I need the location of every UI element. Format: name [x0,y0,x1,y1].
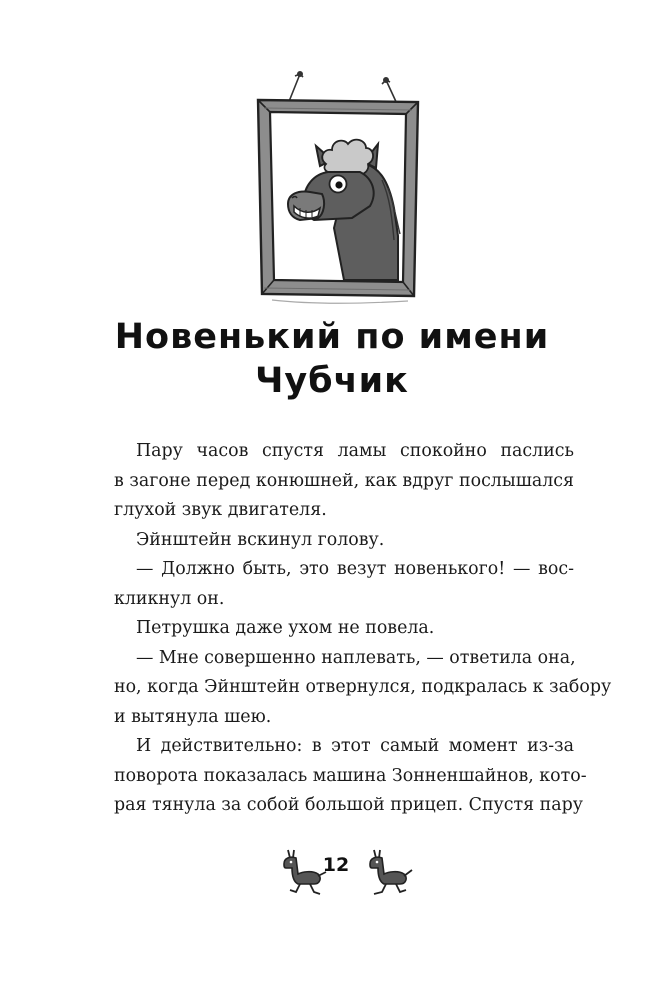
text-line: в загоне перед конюшней, как вдруг послышался [114,470,574,491]
framed-llama-portrait [248,68,428,308]
text-line: — Мне совершенно наплевать, — ответила она, [136,647,576,668]
dancing-llama-icon [362,846,414,898]
chapter-title-line-2: Чубчик [255,361,409,401]
text-line: — Должно быть, это везут новенького! — вос- [136,559,574,579]
ground-shadow [272,300,408,303]
page-footer [0,840,664,900]
text-line: и вытянула шею. [114,706,272,727]
page-number: 12 [322,854,350,876]
chapter-title-line-1: Новенький по имени [114,317,550,357]
chapter-body-text [114,437,612,821]
text-line: Эйнштейн вскинул голову. [136,529,385,550]
text-line: рая тянула за собой большой прицеп. Спустя пару [114,795,583,815]
text-line: но, когда Эйнштейн отвернулся, подкралась к забору [114,677,612,697]
text-line: И действительно: в этот самый момент из-за [136,736,574,756]
text-line: Петрушка даже ухом не повела. [136,618,435,638]
text-line: поворота показалась машина Зонненшайнов, кото- [114,765,587,786]
text-line: Пару часов спустя ламы спокойно паслись [136,441,574,461]
text-line: глухой звук двигателя. [114,500,327,520]
text-line: кликнул он. [114,588,225,609]
